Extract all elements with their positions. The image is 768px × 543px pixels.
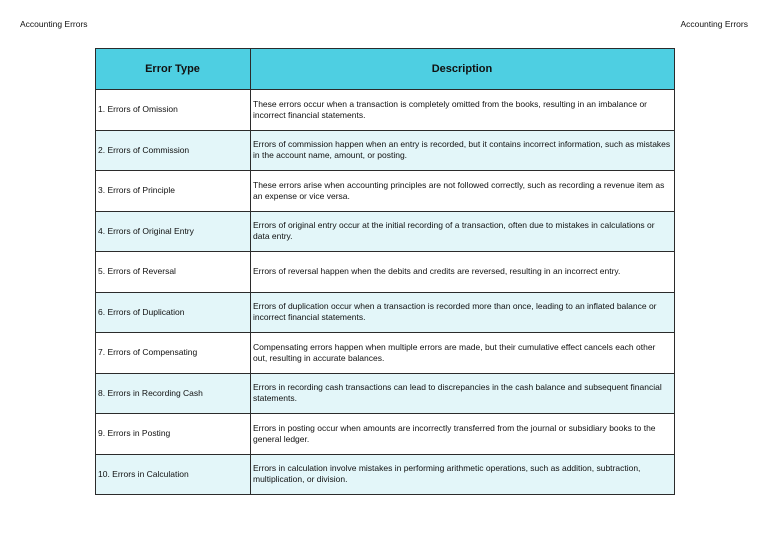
description-cell: Errors of commission happen when an entry is recorded, but it contains incorrect information, such as mistakes in the account name, amount, or posting. [251,130,675,171]
table-header-row [96,49,675,90]
table-row [96,211,675,252]
table-row [96,333,675,374]
page-header-left: Accounting Errors [20,19,88,29]
error-type-cell: 2. Errors of Commission [96,130,251,171]
error-type-cell: 7. Errors of Compensating [96,333,251,374]
table-row [96,252,675,293]
description-cell: Errors in calculation involve mistakes in performing arithmetic operations, such as addition, subtraction, multiplication, or division. [251,454,675,495]
table-row [96,130,675,171]
description-cell: Errors in recording cash transactions can lead to discrepancies in the cash balance and subsequent financial statements. [251,373,675,414]
description-cell: Errors of duplication occur when a transaction is recorded more than once, leading to an inflated balance or incorrect financial statements. [251,292,675,333]
page-header-right: Accounting Errors [680,19,748,29]
error-type-cell: 6. Errors of Duplication [96,292,251,333]
description-cell: These errors occur when a transaction is completely omitted from the books, resulting in an imbalance or incorrect financial statements. [251,90,675,131]
table-row [96,90,675,131]
accounting-errors-table [95,48,675,495]
error-type-cell: 3. Errors of Principle [96,171,251,212]
table-row [96,171,675,212]
column-header-description: Description [251,49,675,90]
table-row [96,373,675,414]
error-type-cell: 10. Errors in Calculation [96,454,251,495]
description-cell: Errors of original entry occur at the initial recording of a transaction, often due to mistakes in calculations or data entry. [251,211,675,252]
table-row [96,414,675,455]
table-row [96,292,675,333]
description-cell: Errors in posting occur when amounts are incorrectly transferred from the journal or subsidiary books to the general ledger. [251,414,675,455]
table-row [96,454,675,495]
error-type-cell: 1. Errors of Omission [96,90,251,131]
error-type-cell: 4. Errors of Original Entry [96,211,251,252]
description-cell: These errors arise when accounting principles are not followed correctly, such as recording a revenue item as an expense or vice versa. [251,171,675,212]
description-cell: Compensating errors happen when multiple errors are made, but their cumulative effect cancels each other out, resulting in accurate balances. [251,333,675,374]
error-type-cell: 5. Errors of Reversal [96,252,251,293]
column-header-error-type: Error Type [96,49,251,90]
description-cell: Errors of reversal happen when the debits and credits are reversed, resulting in an incorrect entry. [251,252,675,293]
error-type-cell: 8. Errors in Recording Cash [96,373,251,414]
error-type-cell: 9. Errors in Posting [96,414,251,455]
